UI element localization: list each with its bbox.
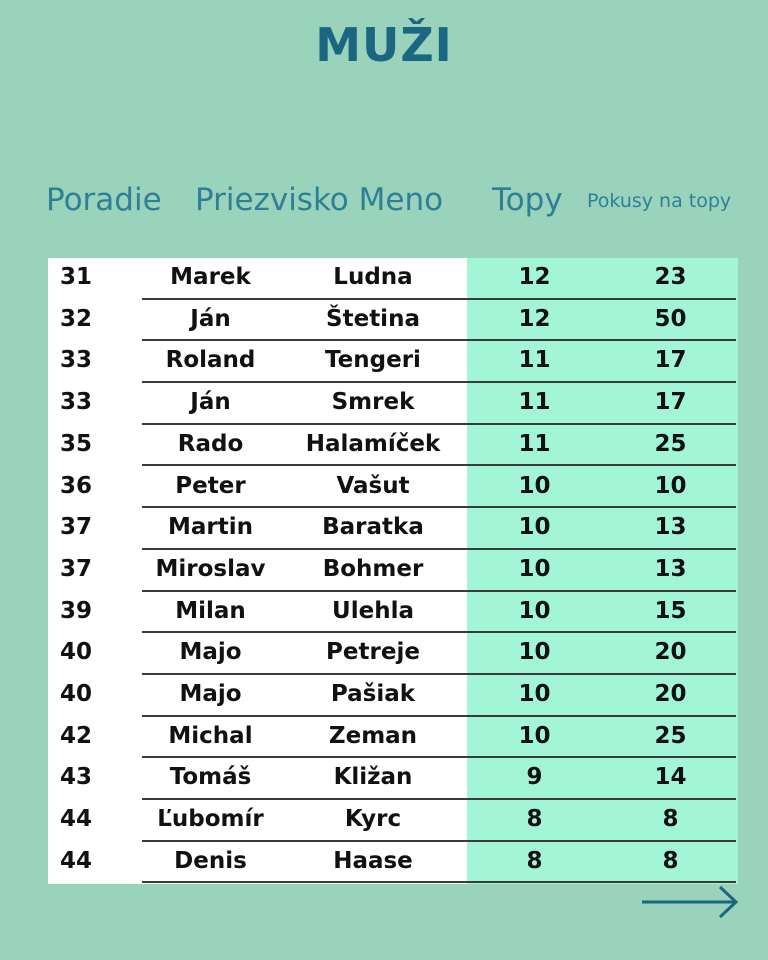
table-row <box>48 800 738 842</box>
header-rank: Poradie <box>46 182 162 218</box>
header-tops: Topy <box>492 182 563 218</box>
header-attempts: Pokusy na topy <box>587 190 732 212</box>
cell-rank: 35 <box>59 430 92 457</box>
cell-rank: 31 <box>59 264 92 290</box>
cell-last-name: Haase <box>333 847 413 874</box>
results-table <box>48 258 738 884</box>
cell-tops: 11 <box>518 430 551 457</box>
cell-first-name: Majo <box>179 681 242 707</box>
cell-last-name: Baratka <box>322 514 424 541</box>
cell-first-name: Denis <box>174 847 247 874</box>
cell-attempts: 25 <box>654 722 687 749</box>
cell-tops: 11 <box>518 389 551 416</box>
cell-attempts: 14 <box>654 764 687 791</box>
cell-last-name: Tengeri <box>325 347 421 374</box>
cell-tops: 10 <box>518 639 551 666</box>
cell-first-name: Ján <box>190 305 231 332</box>
table-row <box>48 633 738 675</box>
table-row <box>48 341 738 383</box>
cell-attempts: 20 <box>654 681 687 707</box>
cell-tops: 8 <box>526 847 543 874</box>
cell-first-name: Roland <box>165 347 256 374</box>
table-row <box>48 258 738 300</box>
cell-last-name: Bohmer <box>322 555 424 582</box>
cell-attempts: 17 <box>654 389 687 416</box>
cell-first-name: Michal <box>168 722 253 749</box>
cell-tops: 11 <box>518 347 551 374</box>
cell-rank: 43 <box>59 764 92 791</box>
cell-attempts: 50 <box>654 305 687 332</box>
table-row <box>48 842 738 884</box>
cell-attempts: 10 <box>654 472 687 499</box>
cell-rank: 33 <box>59 389 92 416</box>
cell-first-name: Rado <box>177 430 244 457</box>
cell-tops: 10 <box>518 472 551 499</box>
cell-rank: 39 <box>59 597 92 624</box>
cell-last-name: Smrek <box>331 389 415 416</box>
cell-tops: 9 <box>526 764 543 791</box>
cell-tops: 10 <box>518 681 551 707</box>
table-row <box>48 425 738 467</box>
cell-last-name: Petreje <box>326 639 420 666</box>
cell-rank: 37 <box>59 514 92 541</box>
arrow-right-icon[interactable] <box>640 884 740 920</box>
cell-last-name: Halamíček <box>305 430 441 457</box>
cell-last-name: Kližan <box>333 764 413 791</box>
cell-attempts: 20 <box>654 639 687 666</box>
cell-tops: 10 <box>518 597 551 624</box>
cell-last-name: Zeman <box>328 722 418 749</box>
cell-attempts: 8 <box>662 847 679 874</box>
table-row <box>48 467 738 509</box>
cell-first-name: Marek <box>170 264 251 290</box>
cell-attempts: 23 <box>654 264 687 290</box>
cell-rank: 44 <box>59 806 92 833</box>
table-row <box>48 300 738 342</box>
cell-first-name: Miroslav <box>155 555 266 582</box>
cell-tops: 8 <box>526 806 543 833</box>
cell-tops: 10 <box>518 555 551 582</box>
cell-attempts: 8 <box>662 806 679 833</box>
cell-first-name: Ľubomír <box>157 806 264 833</box>
cell-first-name: Milan <box>175 597 246 624</box>
cell-attempts: 25 <box>654 430 687 457</box>
cell-attempts: 15 <box>654 597 687 624</box>
cell-last-name: Pašiak <box>330 681 416 707</box>
table-row <box>48 717 738 759</box>
cell-last-name: Ludna <box>333 264 413 290</box>
cell-last-name: Kyrc <box>344 806 402 833</box>
cell-attempts: 13 <box>654 514 687 541</box>
cell-last-name: Ulehla <box>332 597 414 624</box>
cell-last-name: Vašut <box>336 472 410 499</box>
page-title: MUŽI <box>315 18 453 72</box>
header-name: Priezvisko Meno <box>195 182 444 218</box>
cell-attempts: 17 <box>654 347 687 374</box>
table-row <box>48 592 738 634</box>
cell-rank: 33 <box>59 347 92 374</box>
cell-first-name: Tomáš <box>169 764 252 791</box>
cell-rank: 42 <box>59 722 92 749</box>
cell-rank: 44 <box>59 847 92 874</box>
cell-attempts: 13 <box>654 555 687 582</box>
table-row <box>48 550 738 592</box>
cell-first-name: Martin <box>167 514 253 541</box>
table-row <box>48 758 738 800</box>
cell-rank: 32 <box>59 305 92 332</box>
cell-rank: 40 <box>59 681 92 707</box>
cell-tops: 10 <box>518 722 551 749</box>
table-row <box>48 383 738 425</box>
table-row <box>48 675 738 717</box>
cell-rank: 37 <box>59 555 92 582</box>
cell-tops: 10 <box>518 514 551 541</box>
cell-first-name: Ján <box>190 389 231 416</box>
cell-tops: 12 <box>518 264 551 290</box>
cell-first-name: Peter <box>175 472 246 499</box>
cell-rank: 40 <box>59 639 92 666</box>
table-row <box>48 508 738 550</box>
cell-tops: 12 <box>518 305 551 332</box>
cell-rank: 36 <box>59 472 92 499</box>
cell-last-name: Štetina <box>326 305 420 332</box>
cell-first-name: Majo <box>179 639 242 666</box>
